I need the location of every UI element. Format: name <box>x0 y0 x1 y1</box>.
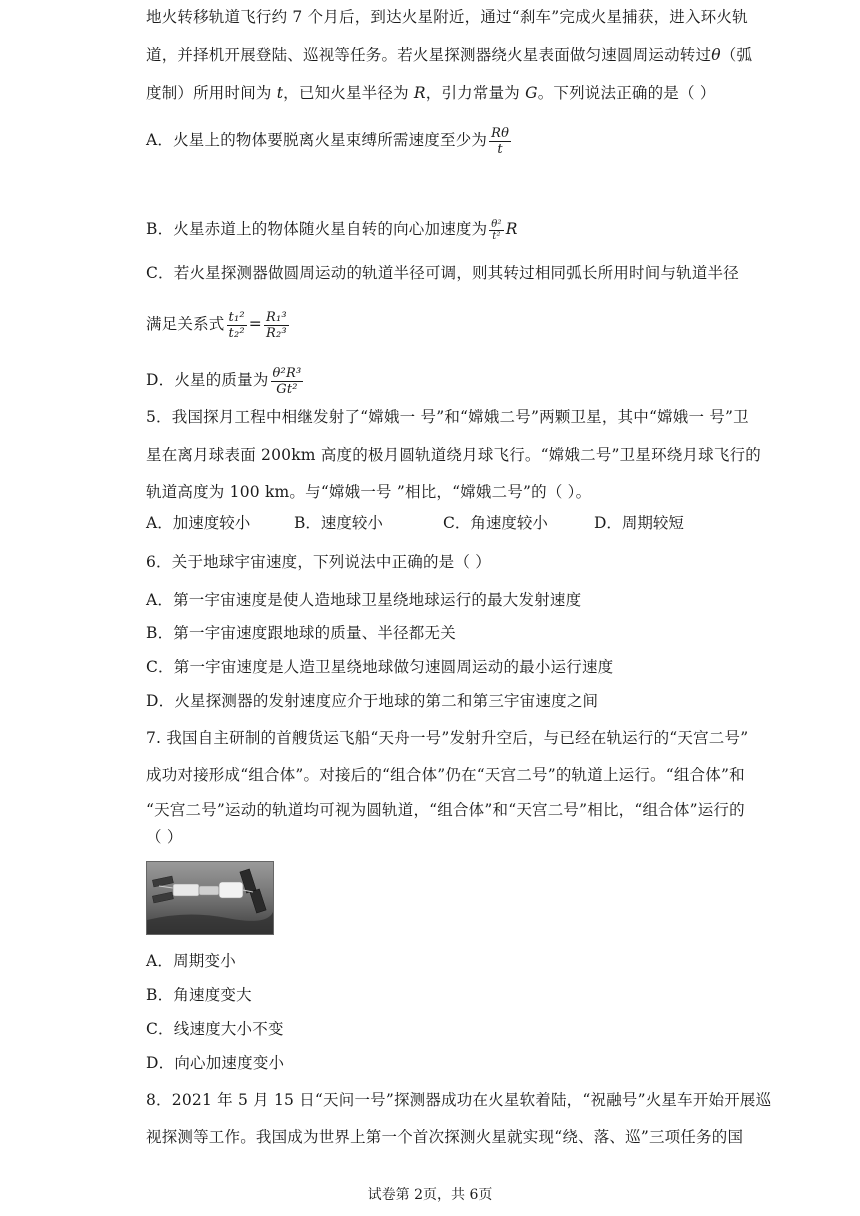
q4-option-b-fraction <box>489 219 503 242</box>
q4-option-c-text: 满足关系式 <box>146 315 225 333</box>
var-t: t <box>276 84 284 102</box>
fraction-denominator: Gt² <box>276 381 298 397</box>
q6-stem: 6．关于地球宇宙速度，下列说法中正确的是（ ） <box>146 553 491 571</box>
q7-option-b: B．角速度变大 <box>146 986 252 1004</box>
fraction-numerator: θ²R³ <box>272 365 302 381</box>
page-footer: 试卷第 2页，共 6页 <box>367 1187 493 1203</box>
q5-option-b: B．速度较小 <box>294 514 383 532</box>
fraction-denominator: t <box>497 141 503 157</box>
q7-option-a: A．周期变小 <box>146 952 236 970</box>
q4-line-3-a: 度制）所用时间为 <box>146 84 277 102</box>
q5-option-c: C．角速度较小 <box>443 514 548 532</box>
q4-line-3-b: ，已知火星半径为 <box>283 84 414 102</box>
space-station-photo <box>146 861 274 935</box>
q5-option-d: D．周期较短 <box>594 514 684 532</box>
q7-line-4: （ ） <box>146 828 183 846</box>
q4-option-a-fraction <box>489 126 511 157</box>
q6-option-a: A．第一宇宙速度是使人造地球卫星绕地球运行的最大发射速度 <box>146 591 582 609</box>
q6-option-c: C．第一宇宙速度是人造卫星绕地球做匀速圆周运动的最小运行速度 <box>146 658 614 676</box>
q5-line-2: 星在离月球表面 200km 高度的极月圆轨道绕月球飞行。“嫦娥二号”卫星环绕月球飞行的 <box>146 446 761 464</box>
q4-line-2-end: （弧 <box>720 46 753 64</box>
q4-option-b-tail: R <box>505 220 518 238</box>
q4-option-c-line-2 <box>146 302 291 346</box>
q4-option-a-text: A．火星上的物体要脱离火星束缚所需速度至少为 <box>146 131 488 149</box>
q5-line-3: 轨道高度为 100 km。与“嫦娥一号 ”相比，“嫦娥二号”的（ ）。 <box>146 483 592 501</box>
var-G: G <box>525 84 538 102</box>
q7-option-c: C．线速度大小不变 <box>146 1020 284 1038</box>
q4-option-d <box>146 360 305 400</box>
q8-line-2: 视探测等工作。我国成为世界上第一个首次探测火星就实现“绕、落、巡”三项任务的国 <box>146 1128 744 1146</box>
fraction-denominator: t₂² <box>228 325 245 341</box>
q7-line-3: “天宫二号”运动的轨道均可视为圆轨道，“组合体”和“天宫二号”相比，“组合体”运行的 <box>146 801 745 819</box>
q5-option-a: A．加速度较小 <box>146 514 251 532</box>
q4-option-c-line-1: C．若火星探测器做圆周运动的轨道半径可调，则其转过相同弧长所用时间与轨道半径 <box>146 264 739 282</box>
q4-option-d-text: D．火星的质量为 <box>146 371 269 389</box>
equals-sign: = <box>248 315 262 333</box>
fraction-numerator: Rθ <box>491 125 510 141</box>
q4-option-b <box>146 218 518 242</box>
theta-symbol: θ <box>711 46 721 64</box>
fraction-denominator: t² <box>492 230 501 242</box>
q5-options <box>146 512 746 534</box>
q4-option-b-text: B．火星赤道上的物体随火星自转的向心加速度为 <box>146 220 488 238</box>
q4-option-c-fraction-right <box>264 310 289 341</box>
q4-option-a <box>146 122 513 158</box>
fraction-numerator: t₁² <box>228 309 245 325</box>
fraction-denominator: R₂³ <box>265 325 287 341</box>
q8-line-1: 8．2021 年 5 月 15 日“天问一号”探测器成功在火星软着陆，“祝融号”火星车开始开展巡 <box>146 1091 772 1109</box>
q4-line-2 <box>146 44 752 66</box>
space-station-icon <box>147 862 273 934</box>
q6-option-b: B．第一宇宙速度跟地球的质量、半径都无关 <box>146 624 456 642</box>
q4-option-d-fraction <box>271 366 304 397</box>
fraction-numerator: R₁³ <box>265 309 287 325</box>
q4-line-3-d: 。下列说法正确的是（ ） <box>537 84 716 102</box>
fraction-numerator: θ² <box>491 218 502 230</box>
q7-line-2: 成功对接形成“组合体”。对接后的“组合体”仍在“天宫二号”的轨道上运行。“组合体”和 <box>146 766 745 784</box>
q4-line-3 <box>146 82 716 104</box>
q4-option-c-fraction-left <box>227 310 247 341</box>
q6-option-d: D．火星探测器的发射速度应介于地球的第二和第三宇宙速度之间 <box>146 692 599 710</box>
var-R: R <box>413 84 426 102</box>
q7-line-1: 7. 我国自主研制的首艘货运飞船“天舟一号”发射升空后，与已经在轨运行的“天宫二号” <box>146 729 749 747</box>
q5-line-1: 5．我国探月工程中相继发射了“嫦娥一 号”和“嫦娥二号”两颗卫星，其中“嫦娥一 号”卫 <box>146 408 749 426</box>
q7-option-d: D．向心加速度变小 <box>146 1054 285 1072</box>
q4-line-2-text: 道，并择机开展登陆、巡视等任务。若火星探测器绕火星表面做匀速圆周运动转过 <box>146 46 712 64</box>
q4-line-1: 地火转移轨道飞行约 7 个月后，到达火星附近，通过“刹车”完成火星捕获，进入环火轨 <box>146 8 748 26</box>
q4-line-3-c: ，引力常量为 <box>425 84 526 102</box>
